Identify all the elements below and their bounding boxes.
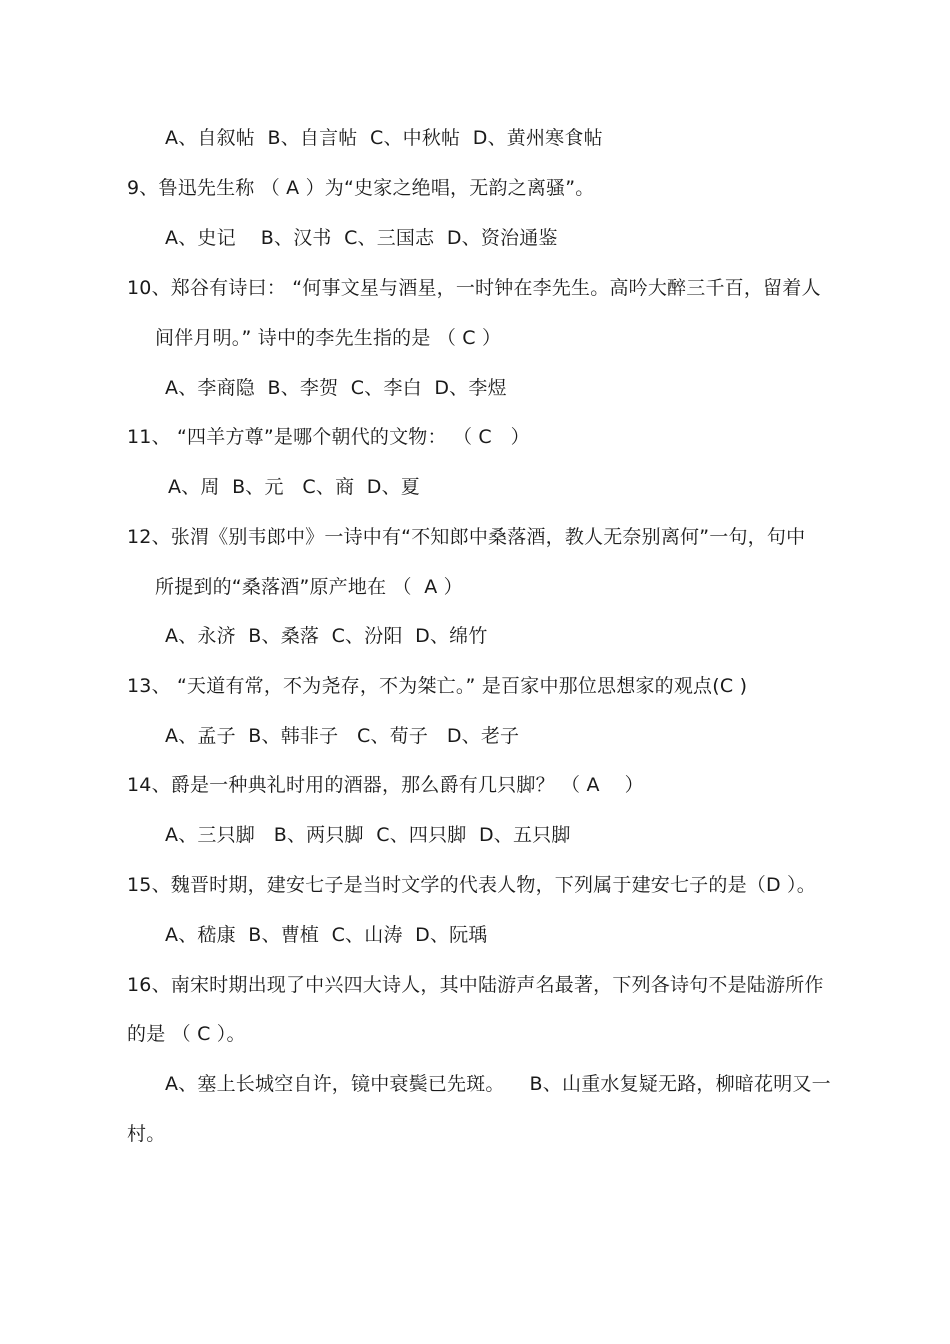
q15-options: A、嵇康 B、曹植 C、山涛 D、阮瑀 [165,924,488,946]
q12-question-line2: 所提到的“桑落酒”原产地在 （ A ） [155,576,463,598]
q14-question: 14、爵是一种典礼时用的酒器，那么爵有几只脚？ （ A ） [127,774,644,796]
q16-options-line2: 村。 [127,1123,166,1145]
q12-options: A、永济 B、桑落 C、汾阳 D、绵竹 [165,625,488,647]
q11-options: A、周 B、元 C、商 D、夏 [168,476,421,498]
q10-question-line1: 10、郑谷有诗曰： “何事文星与酒星，一时钟在李先生。高吟大醉三千百，留着人 [127,277,821,299]
q10-question-line2: 间伴月明。” 诗中的李先生指的是 （ C ） [155,327,502,349]
q14-options: A、三只脚 B、两只脚 C、四只脚 D、五只脚 [165,824,571,846]
q16-question-line1: 16、南宋时期出现了中兴四大诗人，其中陆游声名最著，下列各诗句不是陆游所作 [127,974,824,996]
q9-options: A、史记 B、汉书 C、三国志 D、资治通鉴 [165,227,558,249]
q12-question-line1: 12、张渭《别韦郎中》一诗中有“不知郎中桑落酒，教人无奈别离何”一句，句中 [127,526,806,548]
q11-question: 11、 “四羊方尊”是哪个朝代的文物： （ C ） [127,426,530,448]
q16-options-line1: A、塞上长城空自许，镜中衰鬓已先斑。 B、山重水复疑无路，柳暗花明又一 [165,1073,831,1095]
q10-options: A、李商隐 B、李贺 C、李白 D、李煜 [165,377,507,399]
q16-question-line2: 的是 （ C ）。 [127,1023,246,1045]
q15-question: 15、魏晋时期，建安七子是当时文学的代表人物，下列属于建安七子的是（D ）。 [127,874,816,896]
q13-question: 13、 “天道有常，不为尧存，不为桀亡。” 是百家中那位思想家的观点(C ) [127,675,748,697]
q9-question: 9、鲁迅先生称 （ A ）为“史家之绝唱，无韵之离骚”。 [127,177,595,199]
q8-options: A、自叙帖 B、自言帖 C、中秋帖 D、黄州寒食帖 [165,127,603,149]
q13-options: A、孟子 B、韩非子 C、荀子 D、老子 [165,725,520,747]
